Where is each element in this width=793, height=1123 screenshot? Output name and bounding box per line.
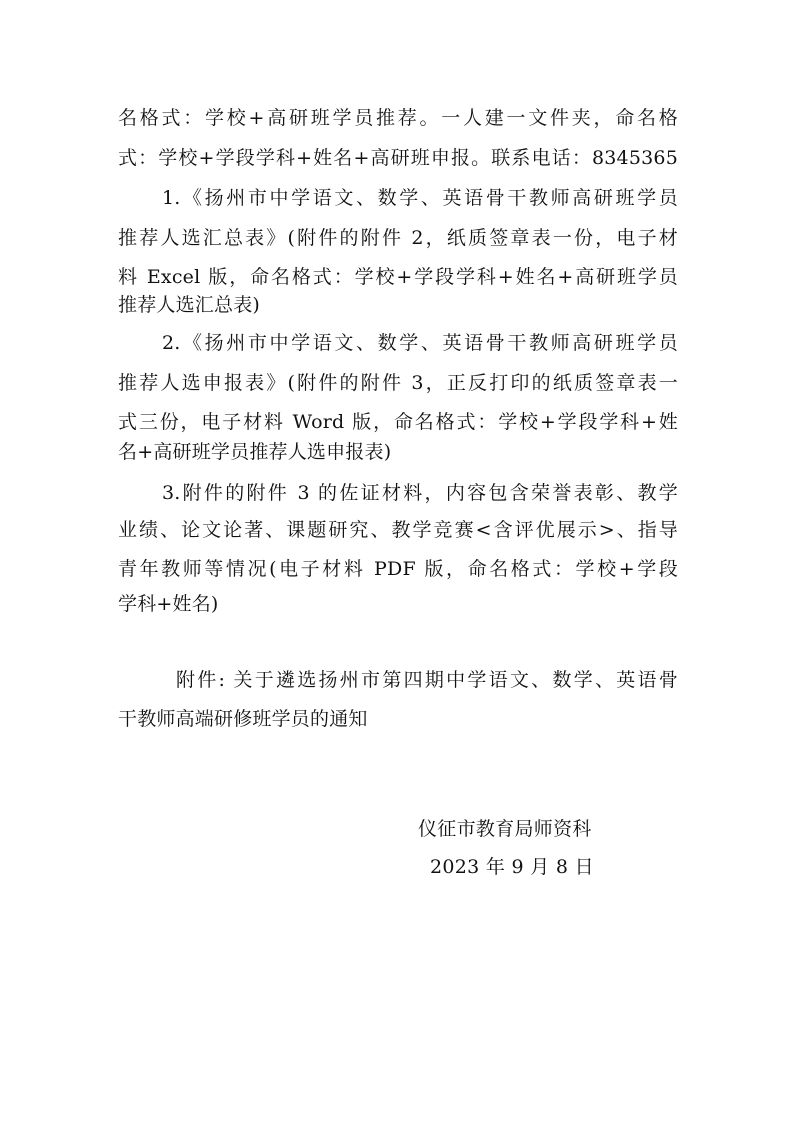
item2-line-2: 推荐人选申报表》(附件的附件 3，正反打印的纸质签章表一 bbox=[118, 372, 678, 394]
attachment-line-1: 附件: 关于遴选扬州市第四期中学语文、数学、英语骨 bbox=[176, 669, 678, 691]
item3-line-2: 业绩、论文论著、课题研究、教学竞赛<含评优展示>、指导 bbox=[118, 519, 678, 541]
item3-line-1: 3.附件的附件 3 的佐证材料，内容包含荣誉表彰、教学 bbox=[162, 482, 678, 504]
signature-date: 2023 年 9 月 8 日 bbox=[430, 856, 594, 878]
item1-line-2: 推荐人选汇总表》(附件的附件 2，纸质签章表一份，电子材 bbox=[118, 227, 678, 249]
signature-org: 仪征市教育局师资科 bbox=[418, 818, 592, 840]
item1-line-1: 1.《扬州市中学语文、数学、英语骨干教师高研班学员 bbox=[162, 187, 678, 209]
intro-line-1: 名格式：学校+高研班学员推荐。一人建一文件夹，命名格 bbox=[118, 107, 678, 129]
item3-line-4: 学科+姓名) bbox=[118, 593, 219, 615]
item3-line-3: 青年教师等情况(电子材料 PDF 版，命名格式：学校+学段 bbox=[118, 558, 678, 580]
item2-line-3: 式三份，电子材料 Word 版，命名格式：学校+学段学科+姓 bbox=[118, 411, 678, 433]
item2-line-4: 名+高研班学员推荐人选申报表) bbox=[118, 441, 392, 463]
item1-line-4: 推荐人选汇总表) bbox=[118, 294, 261, 316]
item2-line-1: 2.《扬州市中学语文、数学、英语骨干教师高研班学员 bbox=[162, 332, 678, 354]
item1-line-3: 料 Excel 版，命名格式：学校+学段学科+姓名+高研班学员 bbox=[118, 266, 678, 288]
attachment-line-2: 干教师高端研修班学员的通知 bbox=[118, 708, 368, 730]
intro-line-2: 式：学校+学段学科+姓名+高研班申报。联系电话：8345365 bbox=[118, 147, 678, 169]
